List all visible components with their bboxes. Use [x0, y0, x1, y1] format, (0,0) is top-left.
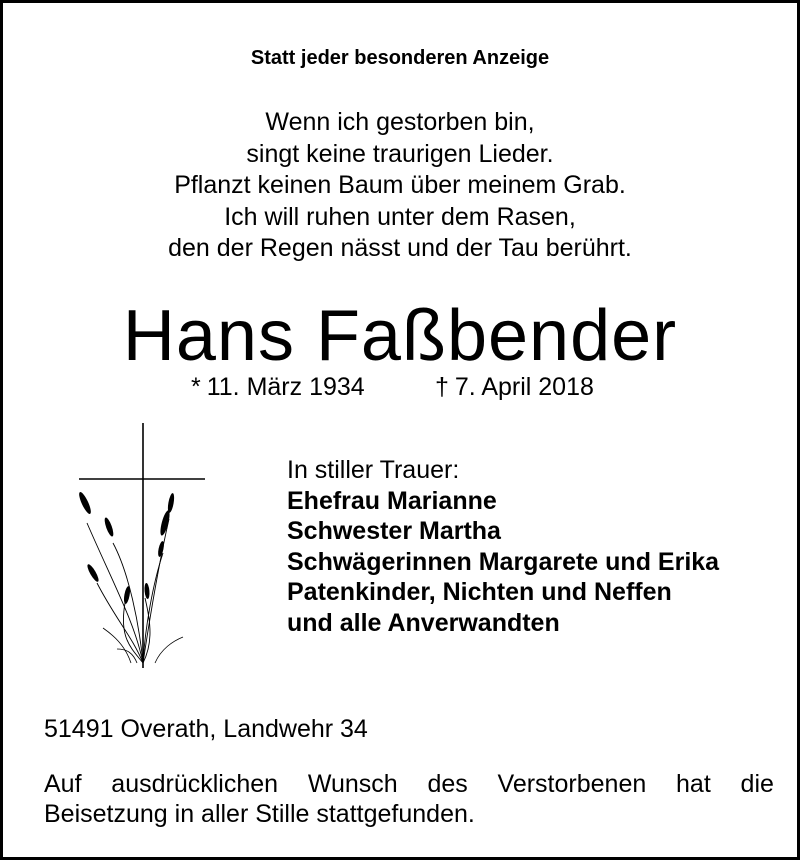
- closing-word: ausdrücklichen: [111, 770, 279, 798]
- mourners-block: [287, 455, 719, 638]
- closing-word: Verstorbenen: [497, 770, 647, 798]
- mourning-intro: In stiller Trauer:: [287, 456, 460, 484]
- notice-header: Statt jeder besonderen Anzeige: [250, 47, 550, 69]
- address: 51491 Overath, Landwehr 34: [44, 715, 368, 743]
- closing-line-1: [44, 769, 774, 799]
- death-symbol: †: [435, 373, 449, 401]
- poem-line: Pflanzt keinen Baum über meinem Grab.: [174, 171, 626, 199]
- closing-word: Auf: [44, 770, 82, 798]
- birth-symbol: *: [191, 373, 201, 401]
- mourner-line: Schwester Martha: [287, 517, 501, 545]
- poem-line: Wenn ich gestorben bin,: [265, 108, 535, 136]
- mourner-line: Schwägerinnen Margarete und Erika: [287, 547, 720, 576]
- closing-statement: [44, 769, 774, 829]
- closing-word: die: [740, 770, 774, 798]
- poem-line: singt keine traurigen Lieder.: [246, 139, 554, 168]
- poem: [3, 107, 797, 265]
- deceased-name: Hans Faßbender: [122, 296, 678, 376]
- birth-date: [191, 373, 365, 402]
- closing-word: hat: [676, 770, 711, 798]
- death-date: [435, 373, 594, 402]
- poem-line: Ich will ruhen unter dem Rasen,: [224, 202, 576, 231]
- closing-line-2: Beisetzung in aller Stille stattgefunden.: [44, 800, 475, 828]
- cross-with-wheat-icon: [73, 423, 213, 668]
- mourner-line: Patenkinder, Nichten und Neffen: [287, 578, 672, 606]
- closing-word: des: [427, 770, 468, 798]
- death-date-text: 7. April 2018: [454, 373, 594, 401]
- mourner-line: und alle Anverwandten: [287, 608, 560, 637]
- poem-line: den der Regen nässt und der Tau berührt.: [168, 234, 632, 262]
- mourner-line: Ehefrau Marianne: [287, 486, 497, 515]
- birth-date-text: 11. März 1934: [206, 373, 365, 401]
- closing-word: Wunsch: [307, 770, 398, 798]
